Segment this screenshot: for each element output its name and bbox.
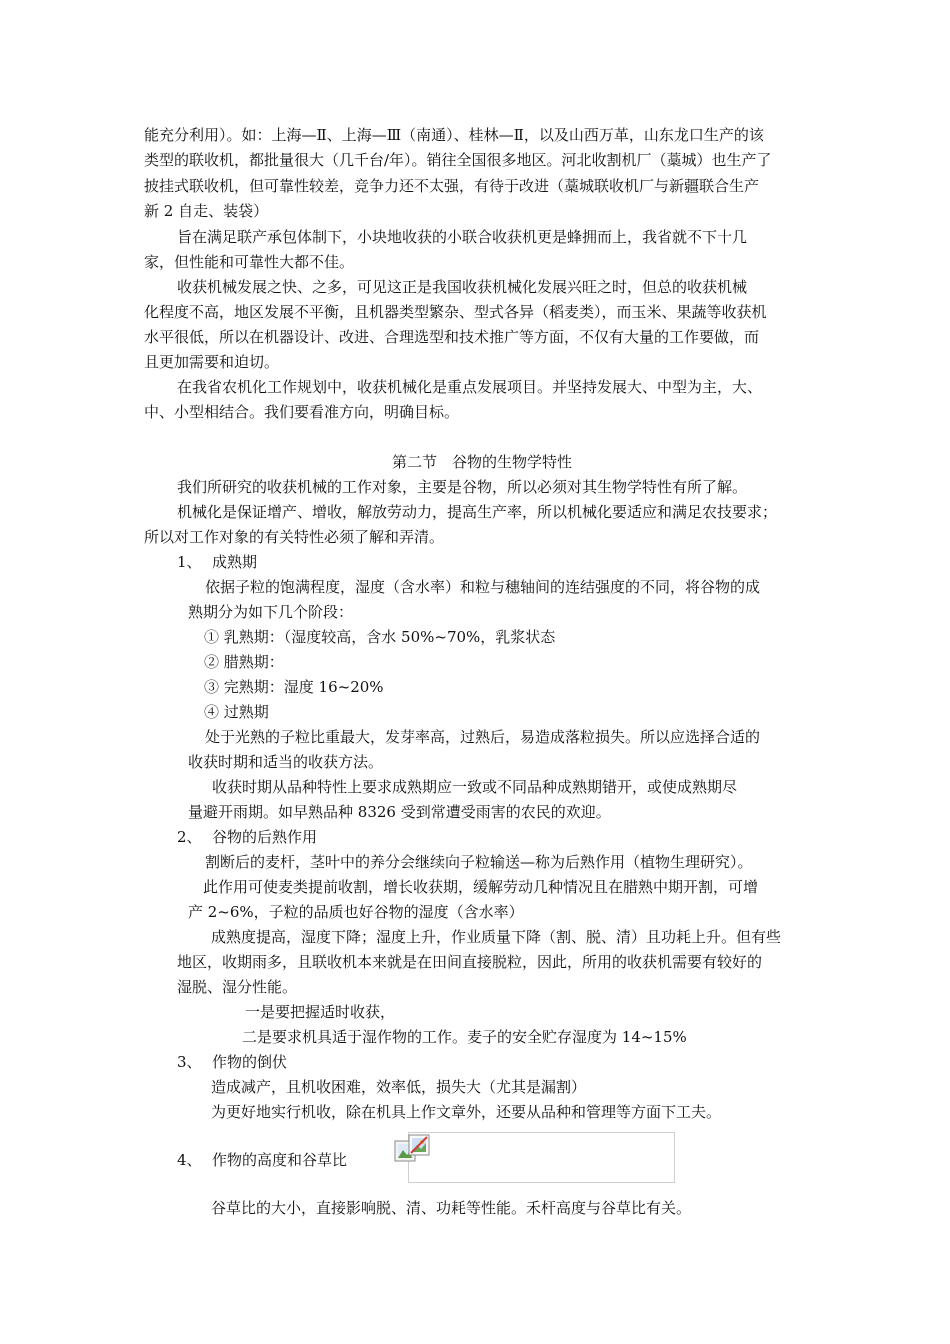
paragraph-line: 类型的联收机，都批量很大（几千台/年）。销往全国很多地区。河北收割机厂（藁城）也生产了 [144,151,772,169]
list-item: ② 腊熟期： [204,653,284,671]
paragraph-line: 我们所研究的收获机械的工作对象，主要是谷物，所以必须对其生物学特性有所了解。 [177,478,748,496]
item-title: 成熟期 [212,553,258,571]
section-title: 第二节 谷物的生物学特性 [392,453,573,471]
paragraph-line: 此作用可使麦类提前收割，增长收获期，缓解劳动几种情况且在腊熟中期开割，可增 [203,878,759,896]
paragraph-line: 地区，收期雨多，且联收机本来就是在田间直接脱粒，因此，所用的收获机需要有较好的 [177,953,763,971]
paragraph-line: 湿脱、湿分性能。 [177,978,298,996]
requirement-line: 一是要把握适时收获， [245,1003,396,1021]
paragraph-line: 割断后的麦杆，茎叶中的养分会继续向子粒输送—称为后熟作用（植物生理研究）。 [205,853,753,871]
paragraph-line: 机械化是保证增产、增收，解放劳动力，提高生产率，所以机械化要适应和满足农技要求； [177,503,778,521]
paragraph-line: 为更好地实行机收，除在机具上作文章外，还要从品种和管理等方面下工夫。 [211,1103,722,1121]
item-number: 3、 [177,1053,202,1071]
list-item: ① 乳熟期：（湿度较高，含水 50%~70%，乳浆状态 [204,628,556,646]
paragraph-line: 中、小型相结合。我们要看准方向，明确目标。 [144,403,460,421]
paragraph-line: 收获机械发展之快、之多，可见这正是我国收获机械化发展兴旺之时，但总的收获机械 [177,278,748,296]
paragraph-line: 且更加需要和迫切。 [144,353,280,371]
broken-image-icon [394,1134,430,1170]
paragraph-line: 收获时期和适当的收获方法。 [188,753,384,771]
paragraph-line: 披挂式联收机，但可靠性较差，竞争力还不太强，有待于改进（藁城联收机厂与新疆联合生产 [144,177,760,195]
paragraph-line: 成熟度提高，湿度下降；湿度上升，作业质量下降（割、脱、清）且功耗上升。但有些 [211,928,782,946]
paragraph-line: 量避开雨期。如早熟品种 8326 受到常遭受雨害的农民的欢迎。 [188,803,611,821]
paragraph-line: 谷草比的大小，直接影响脱、清、功耗等性能。禾杆高度与谷草比有关。 [211,1199,692,1217]
item-number: 1、 [177,553,202,571]
item-number: 4、 [177,1151,202,1169]
paragraph-line: 新 2 自走、装袋） [144,202,269,220]
list-item: ④ 过熟期 [204,703,269,721]
item-title: 作物的倒伏 [212,1053,288,1071]
paragraph-line: 家，但性能和可靠性大都不佳。 [144,253,355,271]
paragraph-line: 在我省农机化工作规划中，收获机械化是重点发展项目。并坚持发展大、中型为主，大、 [177,378,763,396]
paragraph-line: 熟期分为如下几个阶段： [188,603,354,621]
paragraph-line: 所以对工作对象的有关特性必须了解和弄清。 [144,528,445,546]
item-title: 作物的高度和谷草比 [212,1151,348,1169]
paragraph-line: 水平很低，所以在机器设计、改进、合理选型和技术推广等方面，不仅有大量的工作要做，而 [144,328,760,346]
paragraph-line: 能充分利用）。如：上海—Ⅱ、上海—Ⅲ（南通）、桂林—Ⅱ，以及山西万革，山东龙口生产的该 [144,126,764,144]
paragraph-line: 造成减产，且机收困难，效率低，损失大（尤其是漏割） [211,1078,587,1096]
paragraph-line: 化程度不高，地区发展不平衡，且机器类型繁杂、型式各异（稻麦类），而玉米、果蔬等收获机 [144,303,767,321]
paragraph-line: 产 2~6%，子粒的品质也好谷物的湿度（含水率） [188,903,524,921]
paragraph-line: 收获时期从品种特性上要求成熟期应一致或不同品种成熟期错开，或使成熟期尽 [212,778,738,796]
list-item: ③ 完熟期：湿度 16~20% [204,678,384,696]
paragraph-line: 处于光熟的子粒比重最大，发芽率高，过熟后，易造成落粒损失。所以应选择合适的 [205,728,761,746]
item-number: 2、 [177,828,202,846]
requirement-line: 二是要求机具适于湿作物的工作。麦子的安全贮存湿度为 14~15% [242,1028,687,1046]
paragraph-line: 旨在满足联产承包体制下，小块地收获的小联合收获机更是蜂拥而上，我省就不下十几 [177,228,748,246]
paragraph-line: 依据子粒的饱满程度，湿度（含水率）和粒与穗轴间的连结强度的不同，将谷物的成 [205,578,761,596]
image-placeholder-frame [408,1132,675,1183]
item-title: 谷物的后熟作用 [212,828,318,846]
